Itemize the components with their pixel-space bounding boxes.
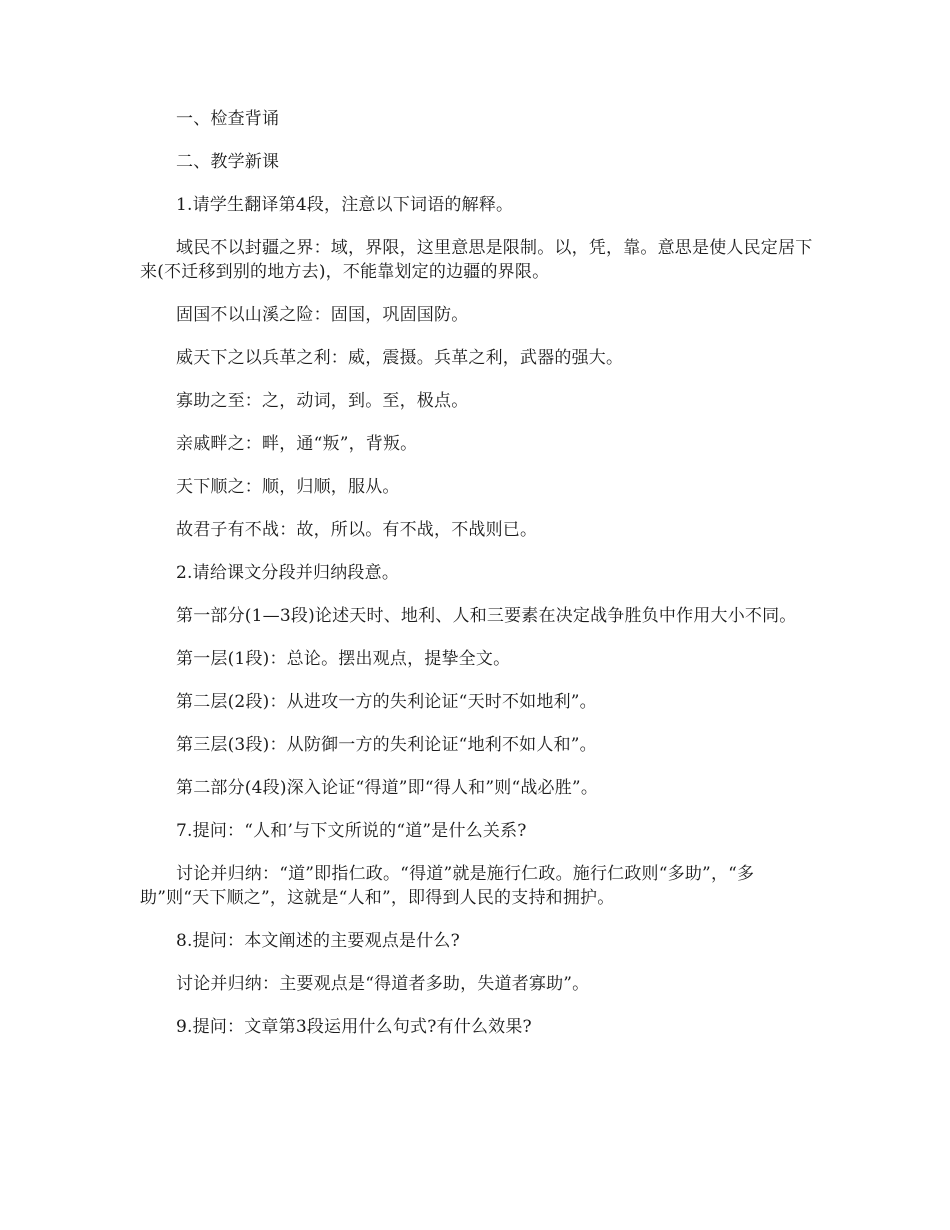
paragraph: 固国不以山溪之险：固国，巩固国防。 bbox=[176, 305, 469, 325]
question-item: 2.请给课文分段并归纳段意。 bbox=[176, 563, 400, 583]
paragraph: 故君子有不战：故，所以。有不战，不战则已。 bbox=[176, 520, 538, 540]
section-heading: 二、教学新课 bbox=[176, 152, 280, 172]
paragraph: 亲戚畔之：畔，通“叛”，背叛。 bbox=[176, 434, 418, 454]
paragraph: 讨论并归纳：“道”即指仁政。“得道”就是施行仁政。施行仁政则“多助”，“多助”则“天下顺之”，这就是“人和”，即得到人民的支持和拥护。 bbox=[140, 864, 755, 908]
paragraph: 第二层(2段)：从进攻一方的失利论证“天时不如地利”。 bbox=[176, 692, 597, 712]
paragraph: 天下顺之：顺，归顺，服从。 bbox=[176, 477, 400, 497]
document-body bbox=[140, 107, 820, 1058]
paragraph: 第一层(1段)：总论。摆出观点，提挚全文。 bbox=[176, 649, 511, 669]
paragraph: 域民不以封疆之界：域，界限，这里意思是限制。以，凭，靠。意思是使人民定居下来(不迁移到别的地方去)，不能靠划定的边疆的界限。 bbox=[140, 238, 813, 282]
question-item: 7.提问：“人和’与下文所说的“道”是什么关系? bbox=[176, 821, 527, 841]
question-item: 8.提问：本文阐述的主要观点是什么? bbox=[176, 931, 460, 951]
paragraph: 第三层(3段)：从防御一方的失利论证“地利不如人和”。 bbox=[176, 735, 597, 755]
paragraph: 第一部分(1—3段)论述天时、地利、人和三要素在决定战争胜负中作用大小不同。 bbox=[176, 606, 797, 626]
paragraph: 寡助之至：之，动词，到。至，极点。 bbox=[176, 391, 469, 411]
question-item: 9.提问：文章第3段运用什么句式?有什么效果? bbox=[176, 1017, 532, 1037]
section-heading: 一、检查背诵 bbox=[176, 109, 280, 129]
question-item: 1.请学生翻译第4段，注意以下词语的解释。 bbox=[176, 195, 514, 215]
paragraph: 讨论并归纳：主要观点是“得道者多助，失道者寡助”。 bbox=[176, 974, 590, 994]
paragraph: 威天下之以兵革之利：威，震摄。兵革之利，武器的强大。 bbox=[176, 348, 624, 368]
paragraph: 第二部分(4段)深入论证“得道”即“得人和”则“战必胜”。 bbox=[176, 778, 599, 798]
